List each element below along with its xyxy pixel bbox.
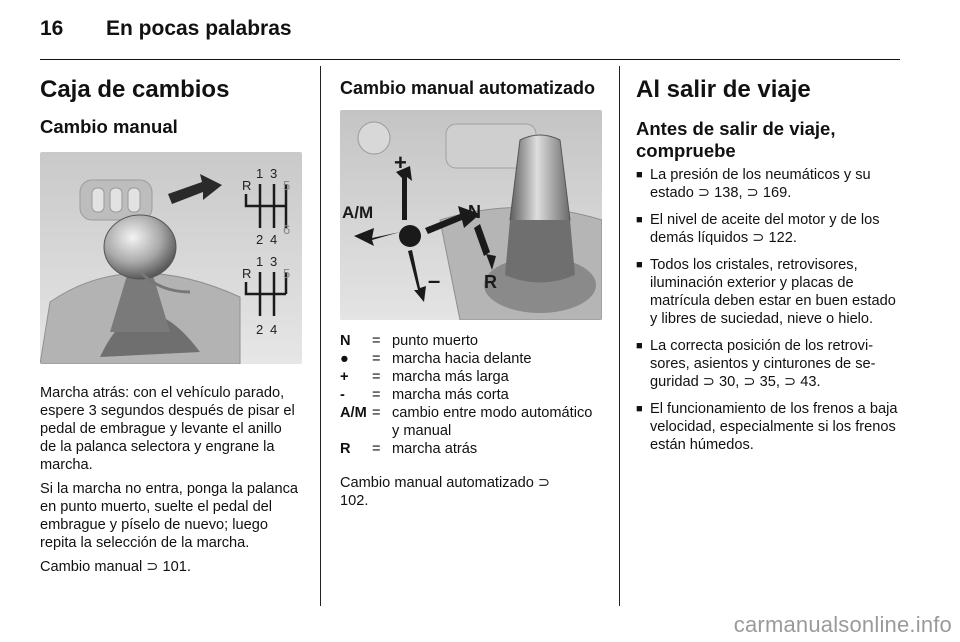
reference-note: Cambio manual automatizado ⊃ 102. bbox=[340, 475, 551, 509]
shift-label-neutral: N bbox=[468, 202, 481, 222]
paragraph: Si la marcha no entra, ponga la palanca en punto muerto, suelte el pedal del embrague y píselo de nuevo; luego repita la selección de la marcha. bbox=[40, 481, 298, 551]
column-divider-2 bbox=[619, 66, 620, 606]
subsection-heading: Cambio manual bbox=[40, 116, 178, 137]
gear-label: 6 bbox=[283, 222, 291, 237]
section-heading: Caja de cambios bbox=[40, 76, 230, 103]
gear-label: 5 bbox=[283, 178, 291, 193]
gear-label: 3 bbox=[270, 254, 278, 269]
watermark: carmanualsonline.info bbox=[733, 612, 952, 637]
column-automated-manual bbox=[340, 66, 602, 509]
legend-row: ● = marcha hacia delante bbox=[340, 351, 532, 367]
automated-gearshift-figure bbox=[340, 110, 602, 320]
checklist-item: ■ La presión de los neumáticos y su estado ⊃ 138, ⊃ 169. bbox=[636, 166, 904, 202]
shift-label-reverse: R bbox=[484, 272, 497, 292]
gear-label: 4 bbox=[270, 322, 278, 337]
gear-label: R bbox=[242, 178, 252, 193]
header-rule bbox=[40, 59, 900, 60]
legend-row: R = marcha atrás bbox=[340, 441, 478, 457]
paragraph-reference: Cambio manual ⊃ 101. bbox=[40, 559, 191, 575]
checklist-item: ■ La correcta posición de los retrovisores, asientos y cinturones de seguridad ⊃ 30, ⊃ 35, ⊃ 43. bbox=[636, 337, 904, 391]
gear-label: 2 bbox=[256, 322, 264, 337]
symbol-legend bbox=[340, 332, 602, 510]
gear-label: 3 bbox=[270, 166, 278, 181]
subsection-heading: Antes de salir de viaje, compruebe bbox=[636, 118, 836, 161]
column-divider-1 bbox=[320, 66, 321, 606]
gear-label: 1 bbox=[256, 166, 264, 181]
manual-gearshift-figure bbox=[40, 152, 302, 364]
section-title: En pocas palabras bbox=[106, 17, 292, 40]
section-heading: Al salir de viaje bbox=[636, 76, 811, 103]
paragraph: Marcha atrás: con el vehículo parado, espere 3 segundos después de pisar el pedal de embrague y levante el anillo de la palanca selectora y engrane la marcha. bbox=[40, 385, 295, 473]
legend-row: N = punto muerto bbox=[340, 333, 478, 349]
checklist-item: ■ El funcionamiento de los frenos a baja velocidad, especialmente si los frenos están húmedos. bbox=[636, 400, 904, 454]
page-number: 16 bbox=[40, 17, 64, 40]
gear-label: 1 bbox=[256, 254, 264, 269]
column-before-trip bbox=[636, 66, 904, 463]
legend-row: - = marcha más corta bbox=[340, 387, 509, 403]
gear-label: 5 bbox=[283, 266, 291, 281]
gear-label: 4 bbox=[270, 232, 278, 247]
legend-row: + = marcha más larga bbox=[340, 369, 509, 385]
legend-row: A/M = cambio entre modo automático y manual bbox=[340, 405, 593, 439]
gear-label: R bbox=[242, 266, 252, 281]
shift-label-am: A/M bbox=[342, 203, 374, 222]
page-header bbox=[40, 14, 292, 44]
checklist-item: ■ El nivel de aceite del motor y de los demás líquidos ⊃ 122. bbox=[636, 211, 904, 247]
checklist bbox=[636, 166, 904, 454]
shift-label-plus: + bbox=[394, 150, 407, 175]
checklist-item: ■ Todos los cristales, retrovisores, iluminación exterior y placas de matrícula deben estar en buen estado y libres de suciedad, nieve o hielo. bbox=[636, 256, 904, 328]
shift-label-minus: – bbox=[428, 268, 441, 293]
gear-label: 2 bbox=[256, 232, 264, 247]
section-heading: Cambio manual automatizado bbox=[340, 78, 596, 98]
column-manual-gearbox bbox=[40, 66, 302, 576]
